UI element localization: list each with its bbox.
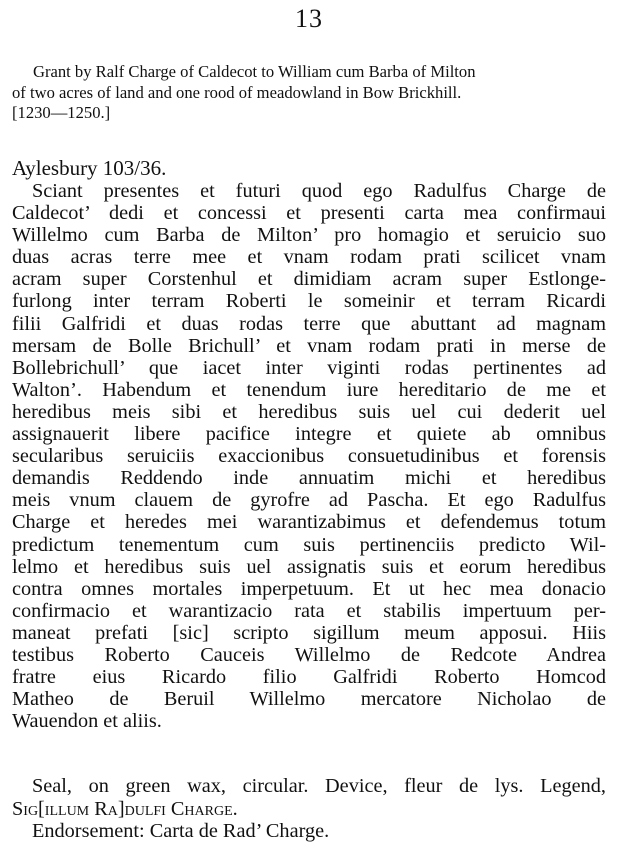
charter-line: mersam de Bolle Brichull’ et vnam rodam prati in merse de (12, 334, 606, 357)
charter-line: duas acras terre mee et vnam rodam prati scilicet vnam (12, 246, 606, 269)
charter-line: secularibus seruiciis exaccionibus consuetudinibus et forensis (12, 445, 606, 468)
seal-description: Seal, on green wax, circular. Device, fleur de lys. Legend, (32, 775, 606, 797)
charter-line: Sciant presentes et futuri quod ego Radulfus Charge de (32, 180, 606, 202)
summary-line: Grant by Ralf Charge of Caldecot to William cum Barba of Milton (33, 62, 476, 81)
charter-line: Charge et heredes mei warantizabimus et defendemus totum (12, 511, 606, 534)
archival-notes (12, 775, 606, 843)
charter-line: Bollebrichull’ que iacet inter viginti rodas pertinentes ad (12, 356, 606, 379)
charter-line: Caldecot’ dedi et concessi et presenti carta mea confirmaui (12, 202, 606, 225)
charter-line: assignauerit libere pacifice integre et quiete ab omnibus (12, 423, 606, 446)
charter-text (12, 180, 606, 732)
charter-line: furlong inter terram Roberti le someinir et terram Ricardi (12, 290, 606, 313)
summary-line: of two acres of land and one rood of meadowland in Bow Brickhill. (12, 82, 462, 102)
charter-line: meis vnum clauem de gyrofre ad Pascha. Et ego Radulfus (12, 489, 606, 512)
endorsement: Endorsement: Carta de Rad’ Charge. (32, 820, 330, 843)
charter-line: lelmo et heredibus suis uel assignatis suis et eorum heredibus (12, 555, 606, 578)
document-summary (12, 62, 608, 124)
charter-line: acram super Corstenhul et dimidiam acram super Estlonge- (12, 268, 606, 291)
charter-line: testibus Roberto Cauceis Willelmo de Redcote Andrea (12, 643, 606, 666)
archive-reference: Aylesbury 103/36. (12, 156, 167, 180)
charter-line: demandis Reddendo inde annuatim michi et heredibus (12, 467, 606, 490)
charter-line: fratre eius Ricardo filio Galfridi Roberto Homcod (12, 666, 606, 689)
charter-line: contra omnes mortales imperpetuum. Et ut hec mea donacio (12, 577, 606, 600)
charter-line: heredibus meis sibi et heredibus suis uel cui dederit uel (12, 400, 606, 423)
charter-line: predictum tenementum cum suis pertinenciis predicto Wil- (12, 533, 606, 556)
charter-line: Walton’. Habendum et tenendum iure hereditario de me et (12, 378, 606, 401)
charter-line: Matheo de Beruil Willelmo mercatore Nicholao de (12, 688, 606, 711)
page-number: 13 (295, 4, 323, 33)
charter-line: filii Galfridi et duas rodas terre que abuttant ad magnam (12, 312, 606, 335)
charter-line: Willelmo cum Barba de Milton’ pro homagio et seruicio suo (12, 224, 606, 247)
charter-line: Wauendon et aliis. (12, 710, 162, 733)
charter-line: confirmacio et warantizacio rata et stabilis impertuum per- (12, 599, 606, 622)
charter-line: maneat prefati [sic] scripto sigillum meum apposui. Hiis (12, 621, 606, 644)
seal-legend: Sig[illum Ra]dulfi Charge. (12, 797, 238, 820)
summary-date: [1230—1250.] (12, 103, 111, 122)
